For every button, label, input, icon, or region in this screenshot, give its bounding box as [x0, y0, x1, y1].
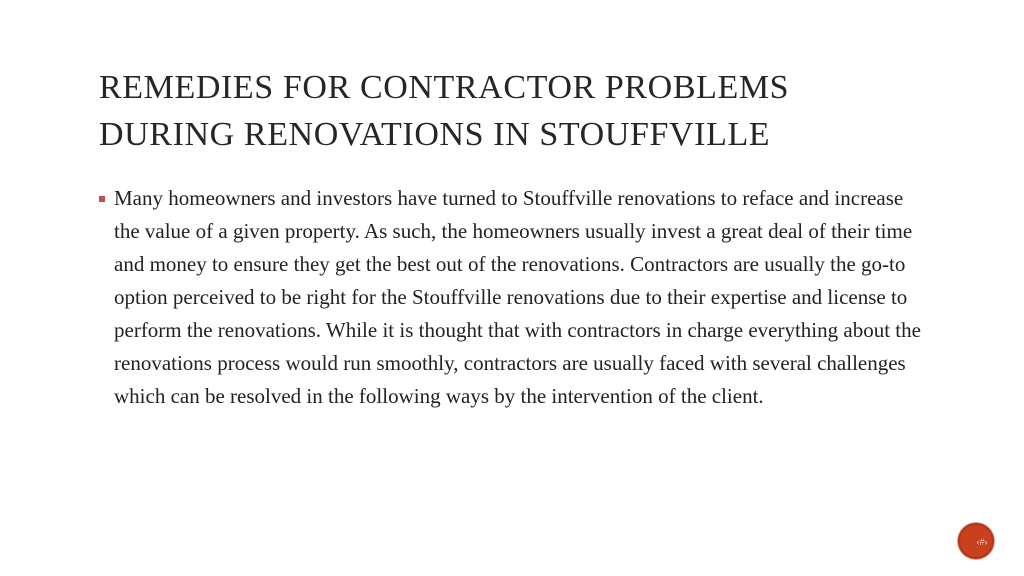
- bullet-text: Many homeowners and investors have turned to Stouffville renovations to reface and increase the value of a given property. As such, the homeowners usually invest a great deal of their time and money to ensure they get the best out of the renovations. Contractors are usually the go-to option perceived to be right for the Stouffville renovations due to their expertise and license to perform the renovations. While it is thought that with contractors in charge everything about the renovations process would run smoothly, contractors are usually faced with several challenges which can be resolved in the following ways by the intervention of the client.: [114, 186, 921, 408]
- slide-title-line-2: DURING RENOVATIONS IN STOUFFVILLE: [99, 116, 771, 153]
- square-bullet-icon: [99, 196, 105, 202]
- page-number-badge: [958, 523, 994, 559]
- page-number: ‹#›: [976, 537, 988, 547]
- slide-body: [99, 182, 929, 413]
- slide-title-line-1: REMEDIES FOR CONTRACTOR PROBLEMS: [99, 69, 790, 106]
- bullet-item: [99, 182, 929, 413]
- slide-title: [99, 64, 979, 158]
